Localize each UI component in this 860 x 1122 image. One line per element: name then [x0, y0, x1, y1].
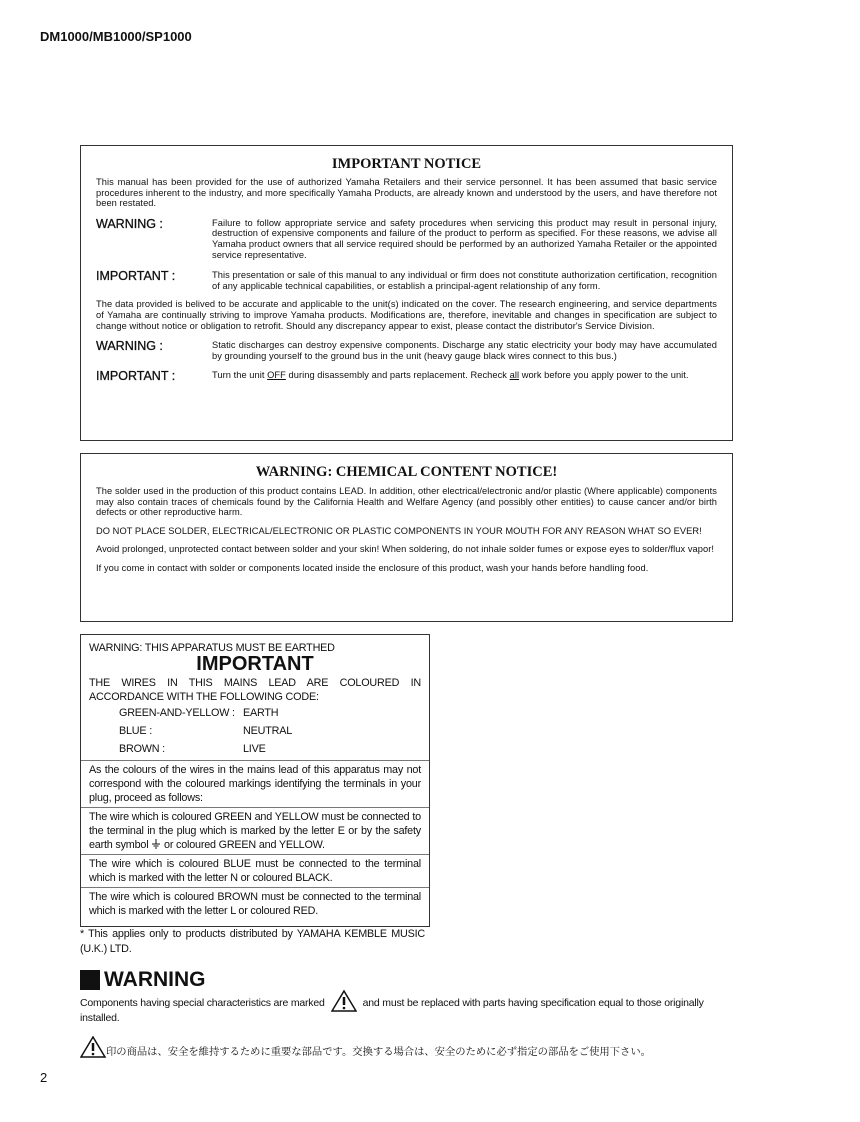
warning-text	[80, 990, 735, 1024]
text-part: and must be replaced with parts having specification equal to those originally installed.	[80, 997, 704, 1024]
important-label: IMPORTANT :	[96, 269, 176, 284]
code-row	[89, 704, 421, 722]
earthed-notice-box	[80, 634, 430, 927]
wire-meaning: EARTH	[243, 707, 279, 719]
wire-colour: BLUE :	[119, 725, 153, 737]
warning-triangle-icon	[331, 990, 357, 1012]
warning-heading-text: WARNING	[104, 968, 206, 991]
divider	[81, 760, 429, 761]
text-part: or coloured GREEN and YELLOW.	[161, 839, 325, 851]
chemical-paragraph: Avoid prolonged, unprotected contact between solder and your skin! When soldering, do not inhale solder fumes or expose eyes to solder/flux vapor!	[96, 544, 714, 555]
japanese-text: 印の商品は、安全を維持するために重要な部品です。交換する場合は、安全のために必ず指定の部品をご使用下さい。	[106, 1047, 651, 1058]
wire-meaning: LIVE	[243, 743, 266, 755]
notice-important	[96, 270, 717, 291]
chemical-paragraph: If you come in contact with solder or components located inside the enclosure of this product, wash your hands before handling food.	[96, 562, 649, 573]
chemical-paragraph: DO NOT PLACE SOLDER, ELECTRICAL/ELECTRONIC OR PLASTIC COMPONENTS IN YOUR MOUTH FOR ANY REASON WHAT SO EVER!	[96, 525, 702, 536]
document-header: DM1000/MB1000/SP1000	[40, 29, 192, 44]
text-part: during disassembly and parts replacement. Recheck	[285, 370, 510, 381]
chemical-notice-box	[80, 453, 733, 622]
important-notice-box	[80, 145, 733, 441]
notice-warning	[96, 218, 717, 260]
warning-label: WARNING :	[96, 216, 163, 231]
warning-triangle-icon	[80, 1036, 106, 1058]
data-paragraph: The data provided is belived to be accurate and applicable to the unit(s) indicated on the cover. The research engineering, and service departments of Yamaha are continually striving to improve Yamaha products. Modifications are, therefore, inevitable and changes in specification are subject to change without notice or obligation to retrofit. Should any discrepancy appear to exist, please contact the distributor's Service Division.	[96, 299, 717, 331]
earthed-heading: IMPORTANT	[196, 653, 314, 675]
notice-important-power	[96, 370, 717, 382]
japanese-warning	[80, 1036, 651, 1058]
wire-meaning: NEUTRAL	[243, 725, 292, 737]
important-label: IMPORTANT :	[96, 369, 176, 384]
warning-label: WARNING :	[96, 339, 163, 354]
divider	[81, 854, 429, 855]
chemical-notice-title: WARNING: CHEMICAL CONTENT NOTICE!	[255, 464, 558, 480]
warning-heading	[80, 968, 206, 992]
earth-symbol-icon	[151, 839, 161, 849]
important-notice-title: IMPORTANT NOTICE	[331, 156, 482, 172]
notice-intro: This manual has been provided for the use of authorized Yamaha Retailers and their service personnel. It has been assumed that basic service procedures inherent to the industry, and more specifically Yamaha Products, are already known and understood by the users, and have therefore not been restated.	[96, 177, 717, 209]
footnote: * This applies only to products distributed by YAMAHA KEMBLE MUSIC (U.K.) LTD.	[80, 928, 425, 955]
power-text	[212, 370, 717, 382]
notice-warning-static	[96, 340, 717, 361]
earthed-top: WARNING: THIS APPARATUS MUST BE EARTHED	[89, 642, 335, 654]
static-warning-text: Static discharges can destroy expensive components. Discharge any static electricity your body may have accumulated by grounding yourself to the ground bus in the unit (heavy gauge black wires connect to this bus.)	[212, 340, 717, 361]
wire-colour: BROWN :	[119, 743, 165, 755]
earthed-p3: The wire which is coloured BLUE must be connected to the terminal which is marked with the letter N or coloured BLACK.	[89, 858, 421, 884]
warning-text: Failure to follow appropriate service and safety procedures when servicing this product may result in personal injury, destruction of expensive components and failure of the product to perform as specified. For these reasons, we advise all Yamaha product owners that all service required should be performed by an authorized Yamaha Retailer or the appointed service representative.	[212, 217, 717, 260]
important-text: This presentation or sale of this manual to any individual or firm does not constitute authorization certification, recognition of any applicable technical capabilities, or establish a principal-agent relationship of any form.	[212, 270, 717, 291]
text-part: The wire which is coloured GREEN and YELLOW must be connected to the terminal in the plug which is marked by the letter E or by the safety earth symbol	[89, 811, 421, 851]
text-part: Turn the unit	[212, 370, 268, 381]
earthed-intro: THE WIRES IN THIS MAINS LEAD ARE COLOURED IN ACCORDANCE WITH THE FOLLOWING CODE:	[89, 677, 421, 703]
off-emphasis: OFF	[267, 370, 286, 381]
earthed-p4: The wire which is coloured BROWN must be connected to the terminal which is marked with the letter L or coloured RED.	[89, 891, 421, 917]
earthed-p2	[89, 810, 421, 852]
divider	[81, 807, 429, 808]
text-part: Components having special characteristics are marked	[80, 997, 325, 1009]
text-part: work before you apply power to the unit.	[519, 370, 689, 381]
code-row	[89, 740, 421, 758]
code-row	[89, 722, 421, 740]
black-square-icon	[80, 970, 100, 990]
earthed-p1: As the colours of the wires in the mains lead of this apparatus may not correspond with the coloured markings identifying the terminals in your plug, proceed as follows:	[89, 764, 421, 804]
chemical-paragraph: The solder used in the production of this product contains LEAD. In addition, other electrical/electronic and/or plastic (Where applicable) components may also contain traces of chemicals found by the California Health and Welfare Agency (and possibly other entities) to cause cancer and/or birth defects or other reproductive harm.	[96, 486, 717, 518]
wire-colour: GREEN-AND-YELLOW :	[119, 707, 235, 719]
divider	[81, 887, 429, 888]
all-emphasis: all	[509, 370, 520, 381]
page-number: 2	[40, 1070, 48, 1085]
